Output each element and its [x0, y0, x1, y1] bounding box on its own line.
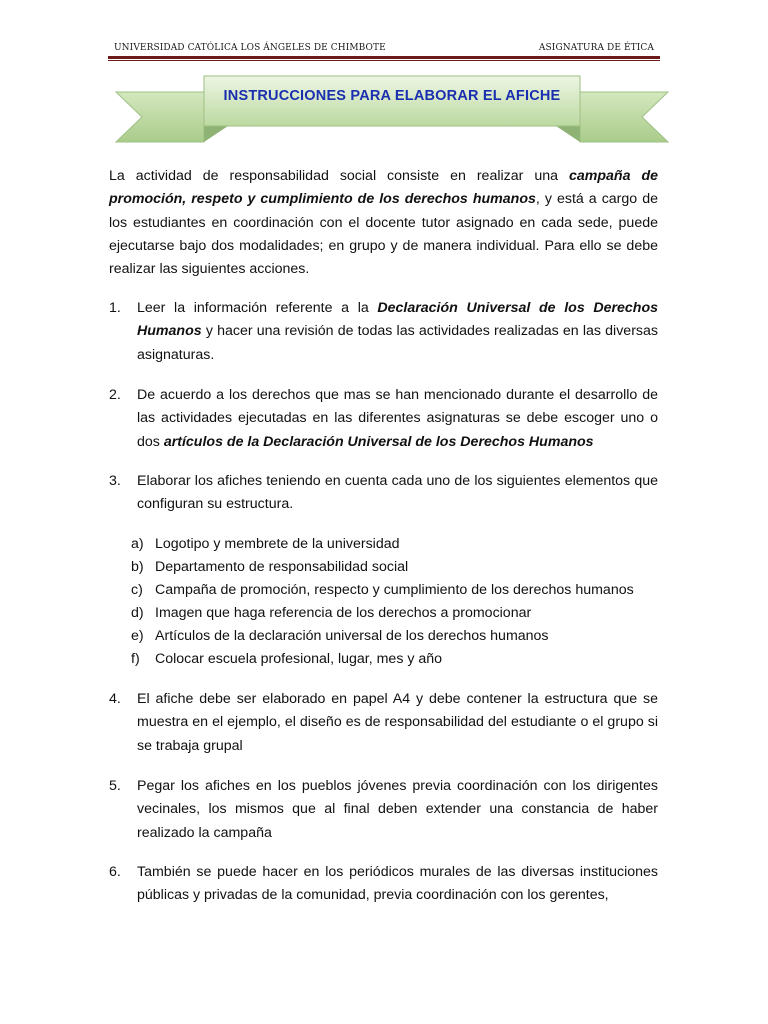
sub-item-text: Logotipo y membrete de la universidad [155, 536, 400, 552]
sub-item-text: Departamento de responsabilidad social [155, 559, 409, 575]
sub-item-text: Colocar escuela profesional, lugar, mes y año [155, 651, 443, 667]
item-emphasis: artículos de la Declaración Universal de los Derechos Humanos [163, 433, 594, 450]
list-item-text [137, 384, 658, 454]
ribbon-shape [112, 70, 672, 148]
sub-item-letter: f) [131, 651, 140, 667]
sub-item-b [131, 556, 658, 579]
sub-item-letter: d) [131, 605, 144, 621]
list-number: 2. [109, 387, 121, 403]
list-item-4 [109, 688, 658, 758]
sub-item-letter: a) [131, 536, 144, 552]
intro-paragraph [109, 165, 658, 281]
intro-text-end: , y está a cargo de los estudiantes en coordinación con el docente tutor asignado en cada sede, puede ejecutarse bajo dos modalidades; en grupo y de manera individual. Para ello se debe realizar las siguientes acciones. [109, 191, 658, 278]
list-item-text [137, 861, 658, 908]
sub-item-d [131, 602, 658, 625]
list-item-text [137, 297, 658, 367]
list-item-1 [109, 297, 658, 367]
list-item-text [137, 688, 658, 758]
item-text: El afiche debe ser elaborado en papel A4 y debe contener la estructura que se muestra en el ejemplo, el diseño es de responsabilidad del estudiante o el grupo si se trabaja grupal [137, 691, 658, 754]
item-text: Pegar los afiches en los pueblos jóvenes previa coordinación con los dirigentes vecinales, los mismos que al final deben extender una constancia de haber realizado la campaña [137, 778, 658, 841]
list-number: 5. [109, 778, 121, 794]
item-text-before: De acuerdo a los derechos que mas se han mencionado durante el desarrollo de las actividades ejecutadas en las diferentes asignaturas se debe escoger uno o dos [137, 387, 658, 450]
header-rule-thin [108, 60, 660, 61]
list-item-5 [109, 775, 658, 845]
intro-text-start: La actividad de responsabilidad social consiste en realizar una [109, 168, 569, 184]
item-text: También se puede hacer en los periódicos murales de las diversas instituciones públicas y privadas de la comunidad, previa coordinación con los gerentes, [137, 864, 658, 904]
sub-item-f [131, 648, 658, 671]
list-number: 4. [109, 691, 121, 707]
title-banner [112, 70, 672, 148]
list-item-6 [109, 861, 658, 908]
list-number: 1. [109, 300, 121, 316]
header-course: ASIGNATURA DE ÉTICA [538, 43, 654, 53]
sub-item-text: Imagen que haga referencia de los derechos a promocionar [155, 605, 532, 621]
header-university: UNIVERSIDAD CATÓLICA LOS ÁNGELES DE CHIMBOTE [114, 43, 386, 53]
sub-item-text: Artículos de la declaración universal de los derechos humanos [155, 628, 549, 644]
list-number: 6. [109, 864, 121, 880]
list-item-2 [109, 384, 658, 454]
intro-emphasis: campaña de promoción, respeto y cumplimiento de los derechos humanos [109, 168, 659, 208]
sub-item-letter: e) [131, 628, 144, 644]
item-emphasis: Declaración Universal de los Derechos Humanos [137, 300, 659, 340]
header-rule [108, 56, 660, 59]
sub-item-e [131, 625, 658, 648]
item-text-after: y hacer una revisión de todas las actividades realizadas en las diversas asignaturas. [137, 323, 658, 363]
sub-item-c [131, 579, 658, 602]
item-text-before: Leer la información referente a la [137, 300, 378, 316]
banner-title: INSTRUCCIONES PARA ELABORAR EL AFICHE [223, 88, 561, 104]
list-item-text [137, 470, 658, 517]
sub-item-text: Campaña de promoción, respecto y cumplimiento de los derechos humanos [155, 582, 634, 598]
list-item-3 [109, 470, 658, 517]
item-text: Elaborar los afiches teniendo en cuenta cada uno de los siguientes elementos que configuran su estructura. [137, 473, 658, 513]
sub-item-a [131, 533, 658, 556]
sub-item-letter: c) [131, 582, 143, 598]
list-number: 3. [109, 473, 121, 489]
running-header [110, 41, 658, 55]
list-item-text [137, 775, 658, 845]
sub-item-letter: b) [131, 559, 144, 575]
